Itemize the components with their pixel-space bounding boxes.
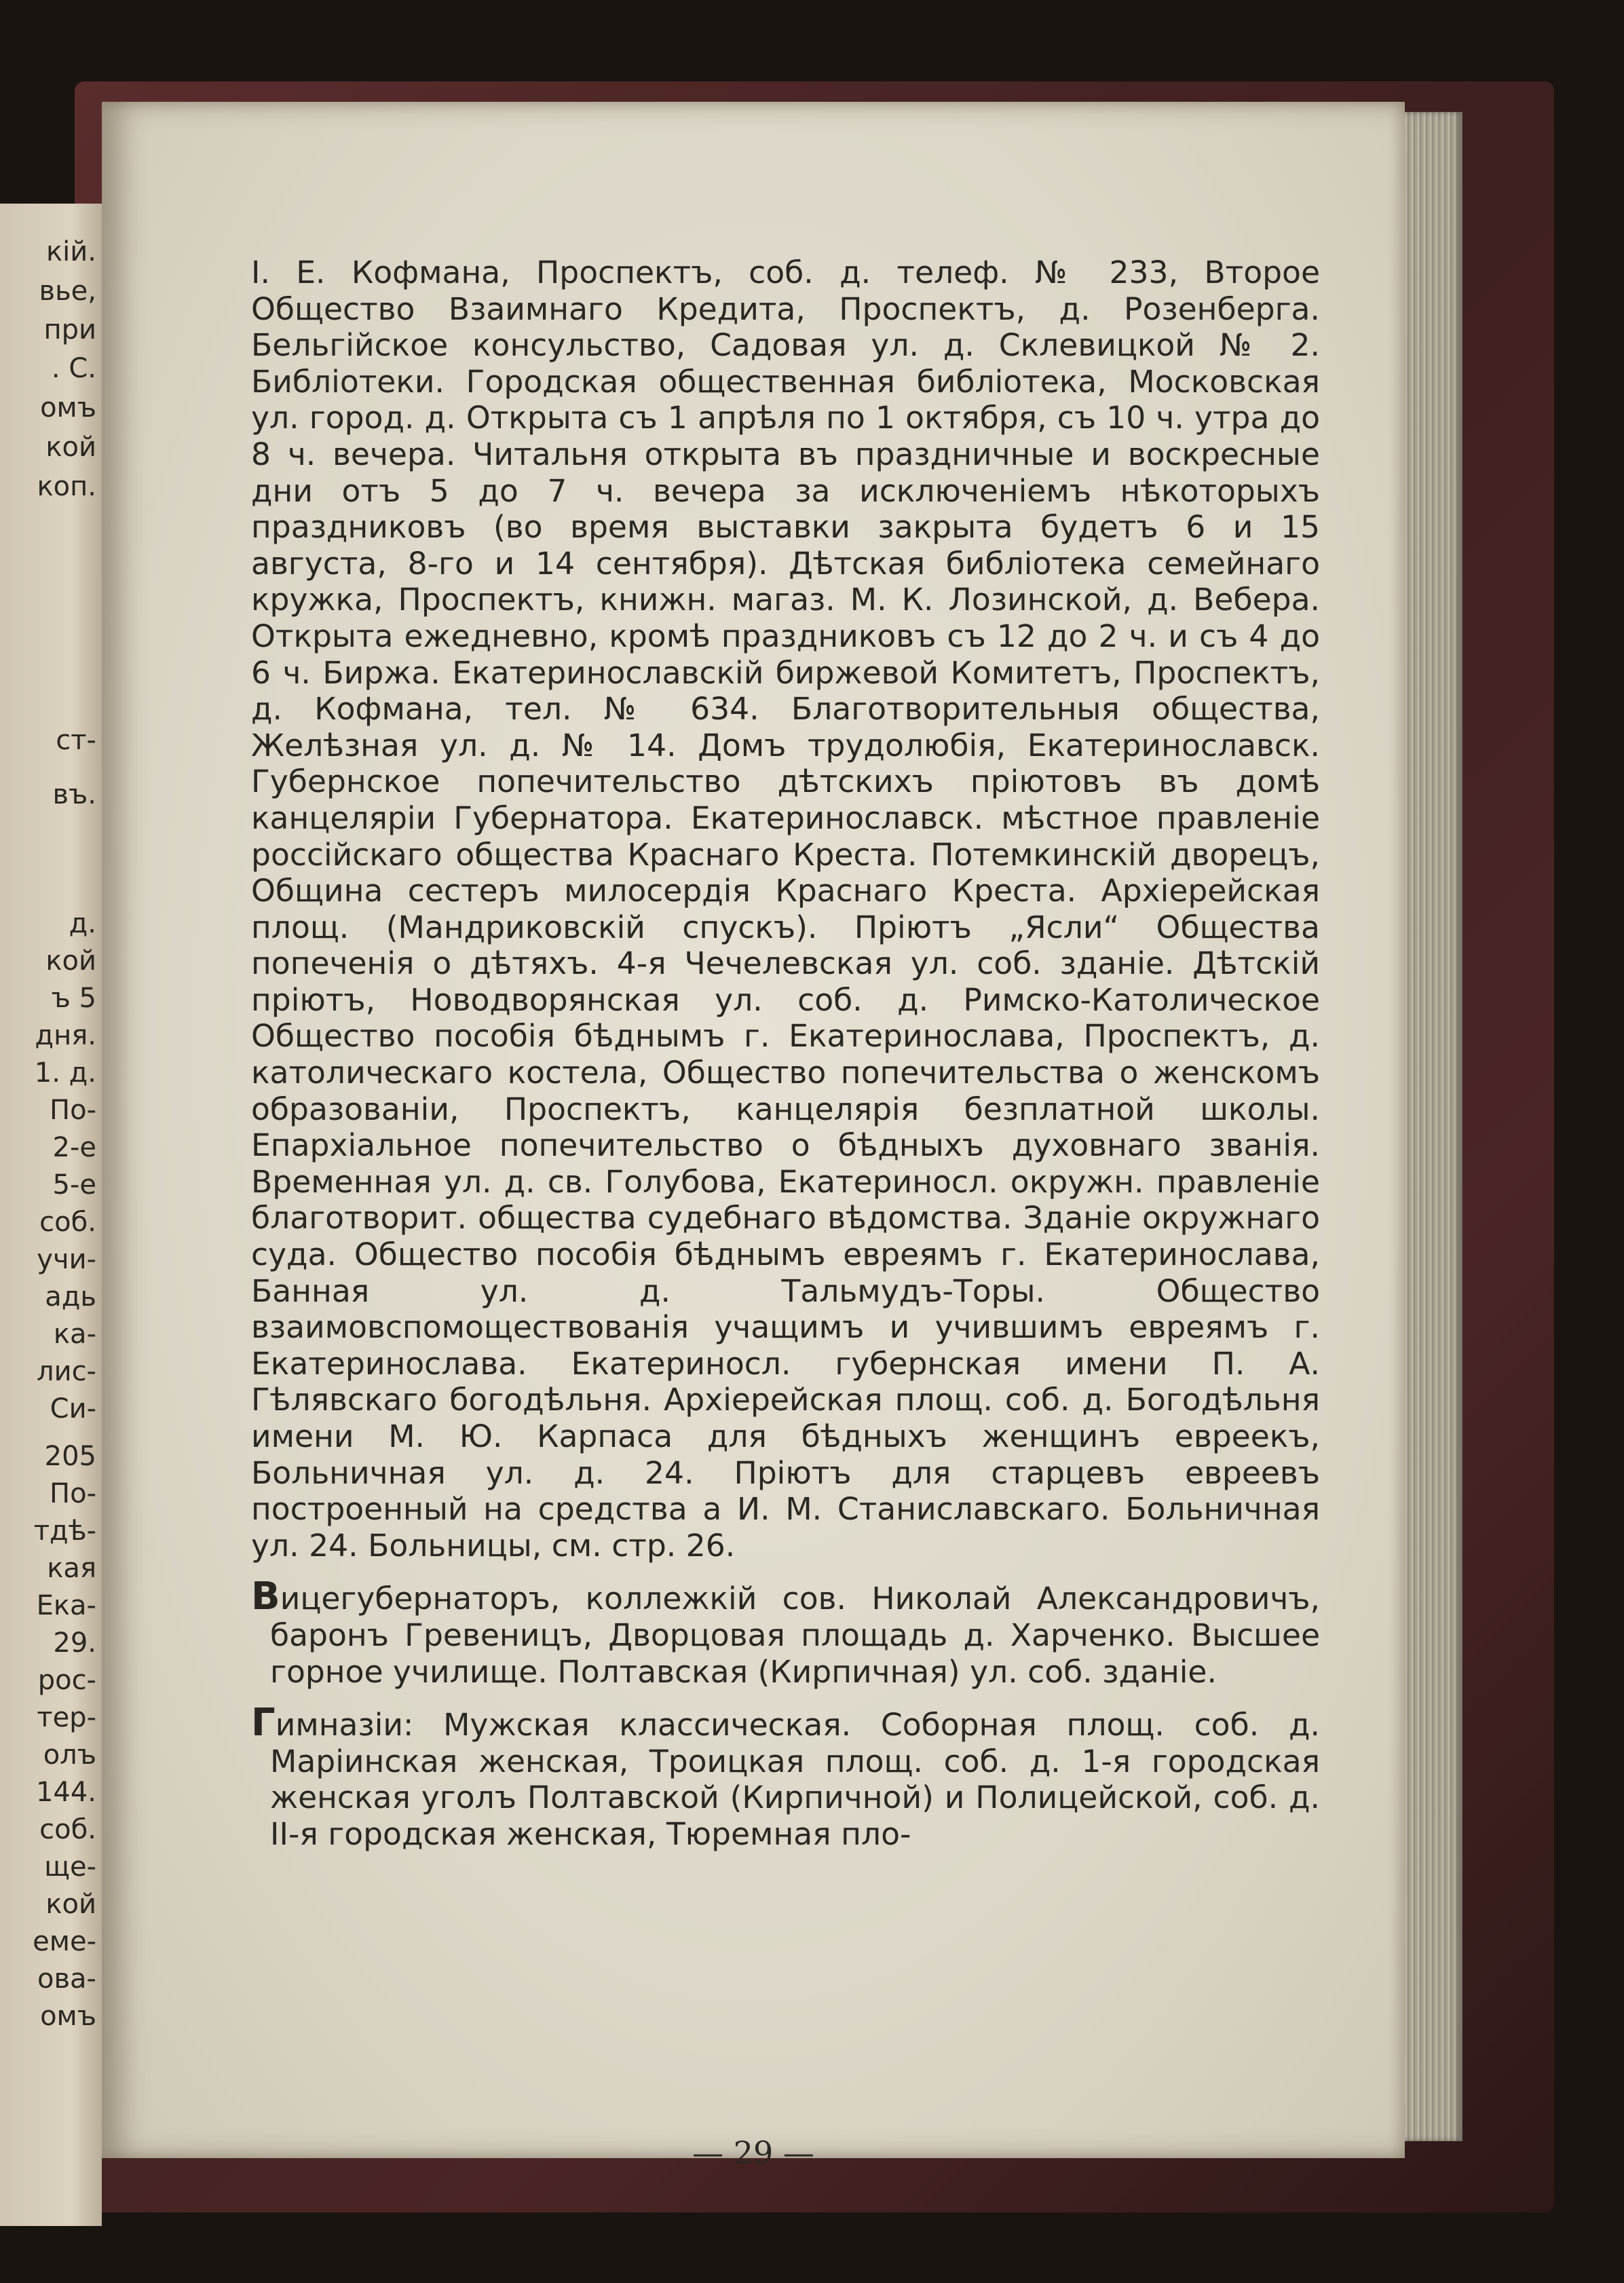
left-page-fragment: въ. bbox=[52, 779, 96, 810]
left-page-fragment: 1. д. bbox=[34, 1057, 96, 1089]
left-page-fragment: 29. bbox=[53, 1627, 96, 1659]
drop-initial: Г bbox=[251, 1701, 276, 1746]
left-page-edge bbox=[0, 204, 102, 2226]
left-page-fragment: соб. bbox=[39, 1207, 96, 1238]
left-page-fragment: . С. bbox=[51, 353, 96, 384]
left-page-fragment: 144. bbox=[35, 1777, 96, 1808]
drop-initial: В bbox=[251, 1574, 280, 1619]
page-number: — 29 — bbox=[692, 2134, 814, 2171]
left-page-fragment: еме- bbox=[33, 1926, 96, 1957]
left-page-fragment: По- bbox=[50, 1095, 96, 1126]
left-page-fragment: Ека- bbox=[36, 1590, 96, 1621]
paragraph-vice-governor bbox=[251, 1574, 1320, 1690]
left-page-fragment: кой bbox=[45, 1889, 96, 1920]
left-page-fragment: рос- bbox=[37, 1665, 96, 1696]
paragraph-text: I. Е. Кофмана, Проспектъ, соб. д. телеф. № 233, Второе Общество Взаимнаго Кредита, Проспектъ, д. Розенберга. Бельгійское консульство, Садовая ул. д. Склевицкой № 2. Библіотеки. Городская общественная библіотека, Московская ул. город. д. Открыта съ 1 апрѣля по 1 октября, съ 10 ч. утра до 8 ч. вечера. Читальня открыта въ праздничные и воскресные дни отъ 5 до 7 ч. вечера за исключеніемъ нѣкоторыхъ праздниковъ (во время выставки закрыта будетъ 6 и 15 августа, 8-го и 14 сентября). Дѣтская библіотека семейнаго кружка, Проспектъ, книжн. магаз. М. К. Лозинской, д. Вебера. Открыта ежедневно, кромѣ праздниковъ съ 12 до 2 ч. и съ 4 до 6 ч. Биржа. Екатеринославскій биржевой Комитетъ, Проспектъ, д. Кофмана, тел. № 634. Благотворительныя общества, Желѣзная ул. д. № 14. Домъ трудолюбія, Екатеринославск. Губернское попечительство дѣтскихъ пріютовъ въ домѣ канцеляріи Губернатора. Екатеринославск. мѣстное правленіе россійскаго общества Краснаго Креста. Потемкинскій дворецъ, Община сестеръ милосердія Краснаго Креста. Архіерейская площ. (Мандриковскій спускъ). Пріютъ „Ясли“ Общества попеченія о дѣтяхъ. 4-я Чечелевская ул. соб. зданіе. Дѣтскій пріютъ, Новодворянская ул. соб. д. Римско-Католическое Общество пособія бѣднымъ г. Екатеринослава, Проспектъ, д. католическаго костела, Общество попечительства о женскомъ образованіи, Проспектъ, канцелярія безплатной школы. Епархіальное попечительство о бѣдныхъ духовнаго званія. Временная ул. д. св. Голубова, Екатериносл. окружн. правленіе благотворит. общества судебнаго вѣдомства. Зданіе окружнаго суда. Общество пособія бѣднымъ евреямъ г. Екатеринослава, Банная ул. д. Тальмудъ-Торы. Общество взаимовспомоществованія учащимъ и учившимъ евреямъ г. Екатеринослава. Екатериносл. губернская имени П. А. Гѣлявскаго богодѣльня. Архіерейская площ. соб. д. Богодѣльня имени М. Ю. Карпаса для бѣдныхъ женщинъ евреекъ, Больничная ул. д. 24. Пріютъ для старцевъ евреевъ построенный на средства а И. М. Станиславскаго. Больничная ул. 24. Больницы, см. стр. 26. bbox=[251, 254, 1320, 1564]
left-page-fragment: адь bbox=[45, 1281, 96, 1313]
left-page-fragment: лис- bbox=[37, 1356, 96, 1387]
text-column bbox=[251, 254, 1320, 1853]
paragraph-text: имназіи: Мужская классическая. Соборная площ. соб. д. Маріинская женская, Троицкая площ. соб. д. 1-я городская женская уголъ Полтавской (Кирпичной) и Полицейской, соб. д. II-я городская женская, Тюремная пло- bbox=[270, 1707, 1320, 1852]
left-page-fragment: соб. bbox=[39, 1814, 96, 1845]
book-page bbox=[102, 102, 1405, 2171]
left-page-fragment: при bbox=[43, 314, 96, 345]
left-page-fragment: омъ bbox=[40, 392, 96, 423]
left-page-fragment: тер- bbox=[37, 1702, 96, 1733]
page-edges bbox=[1398, 112, 1462, 2141]
left-page-fragment: вье, bbox=[39, 276, 96, 307]
left-page-fragment: ъ 5 bbox=[51, 983, 96, 1014]
left-page-fragment: ст- bbox=[56, 725, 96, 756]
left-page-fragment: ще- bbox=[44, 1851, 96, 1883]
left-page-fragment: кая bbox=[47, 1553, 96, 1584]
left-page-fragment: ова- bbox=[37, 1963, 96, 1995]
left-page-fragment: д. bbox=[69, 908, 96, 939]
left-page-fragment: тдѣ- bbox=[33, 1515, 96, 1547]
left-page-fragment: По- bbox=[50, 1478, 96, 1509]
paragraph-institutions bbox=[251, 254, 1320, 1564]
left-page-fragment: 5-е bbox=[52, 1169, 96, 1201]
left-page-fragment: Си- bbox=[50, 1393, 96, 1424]
left-page-fragment: кій. bbox=[46, 236, 96, 267]
left-page-fragment: кой bbox=[45, 945, 96, 977]
left-page-fragment: ка- bbox=[53, 1319, 96, 1350]
left-page-fragment: олъ bbox=[43, 1739, 96, 1771]
left-page-fragment: омъ bbox=[40, 2001, 96, 2032]
paragraph-text: ицегубернаторъ, коллежкій сов. Николай Александровичъ, баронъ Гревеницъ, Дворцовая площадь д. Харченко. Высшее горное училище. Полтавская (Кирпичная) ул. соб. зданіе. bbox=[270, 1581, 1320, 1690]
left-page-fragment: учи- bbox=[37, 1244, 96, 1275]
left-page-fragment: 2-е bbox=[52, 1132, 96, 1163]
paragraph-gymnasiums bbox=[251, 1701, 1320, 1852]
left-page-fragment: 205 bbox=[44, 1441, 96, 1472]
left-page-fragment: дня. bbox=[35, 1020, 96, 1051]
left-page-fragment: кой bbox=[45, 432, 96, 463]
left-page-fragment: коп. bbox=[37, 471, 96, 502]
